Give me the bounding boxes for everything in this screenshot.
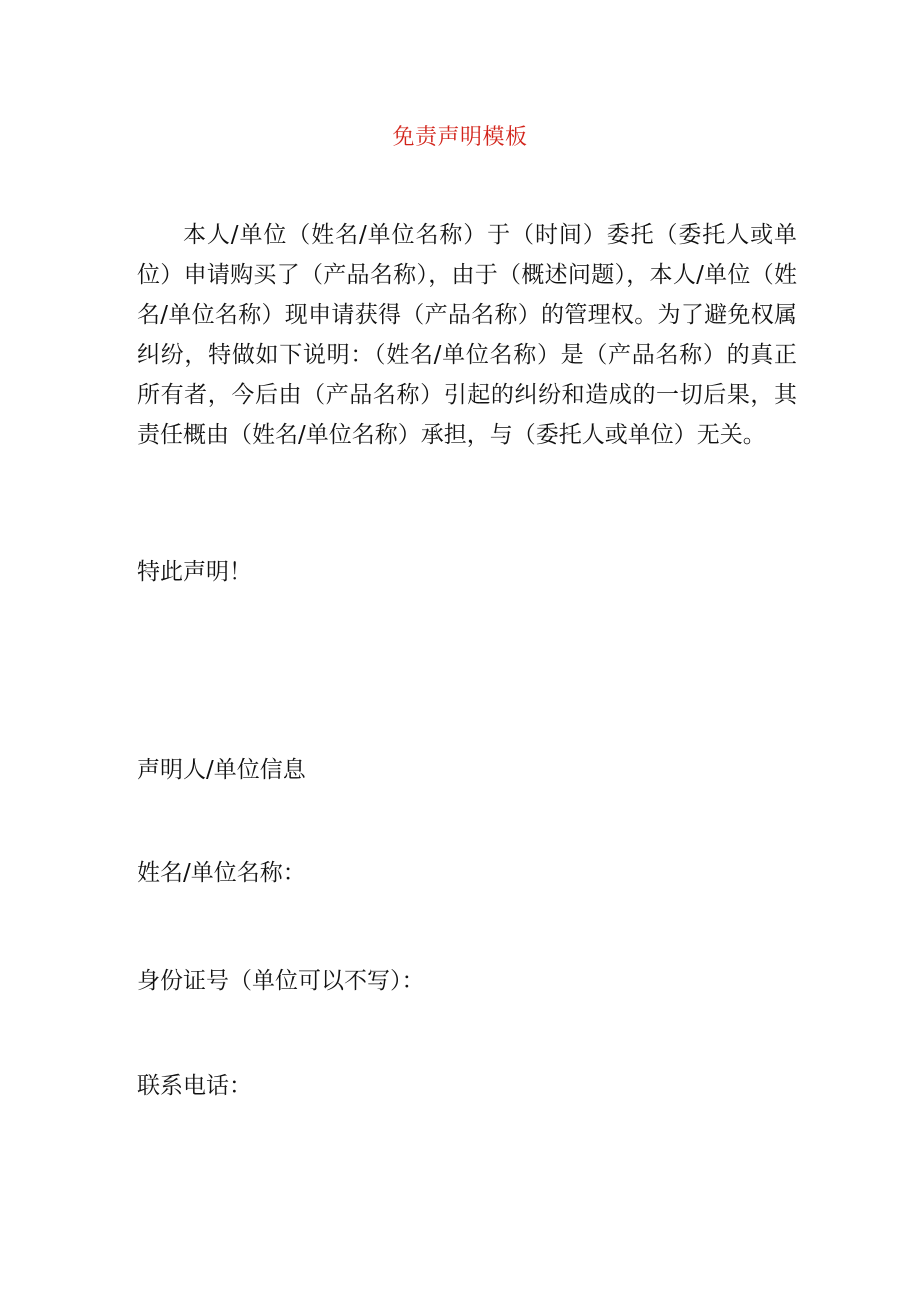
id-number-field-label: 身份证号（单位可以不写）： bbox=[137, 968, 425, 994]
document-title: 免责声明模板 bbox=[392, 125, 528, 150]
declarant-info-heading: 声明人/单位信息 bbox=[137, 757, 306, 783]
closing-statement: 特此声明！ bbox=[137, 559, 252, 585]
phone-field-label: 联系电话： bbox=[137, 1073, 252, 1099]
statement-body: 本人/单位（姓名/单位名称）于（时间）委托（委托人或单位）申请购买了（产品名称），由于（概述问题），本人/单位（姓名/单位名称）现申请获得（产品名称）的管理权。为了避免权属纠纷，特做如下说明：（姓名/单位名称）是（产品名称）的真正所有者，今后由（产品名称）引起的纠纷和造成的一切后果，其责任概由（姓名/单位名称）承担，与（委托人或单位）无关。 bbox=[137, 222, 797, 448]
name-field-label: 姓名/单位名称： bbox=[137, 860, 306, 886]
